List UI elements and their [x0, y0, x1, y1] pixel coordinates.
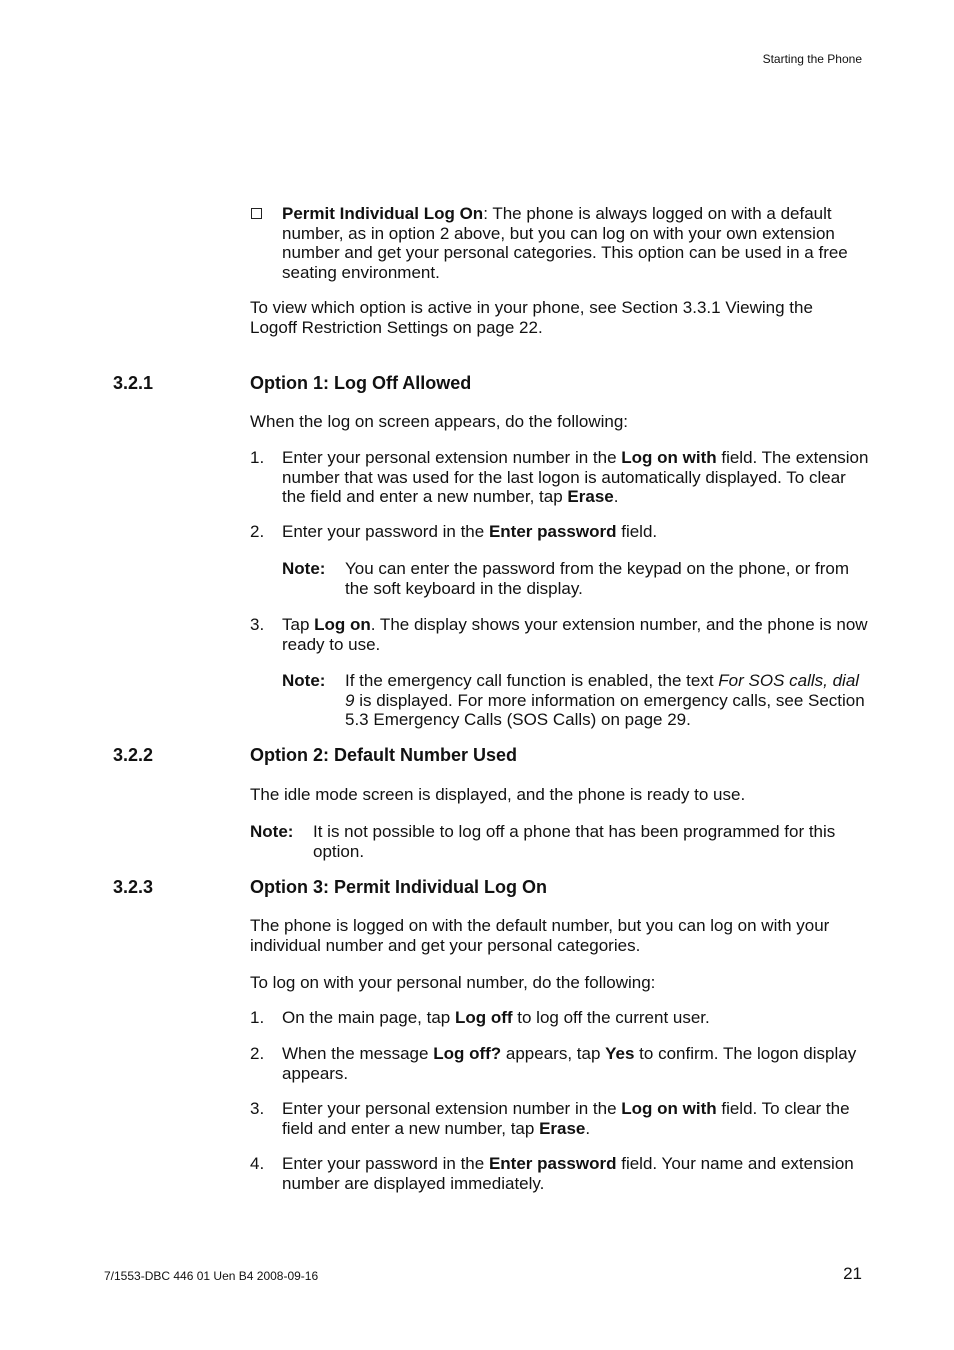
section-number-3-2-2: 3.2.2 [113, 745, 154, 765]
footer-document-id: 7/1553-DBC 446 01 Uen B4 2008-09-16 [104, 1269, 319, 1283]
view-option-paragraph: To view which option is active in your phone, see Section 3.3.1 Viewing the Logoff Restriction Settings on page 22. [250, 298, 813, 337]
section-title-3-2-3: Option 3: Permit Individual Log On [250, 877, 547, 897]
section-title-3-2-1: Option 1: Log Off Allowed [250, 373, 472, 393]
bullet-label: Permit Individual Log On [282, 204, 484, 223]
section-3-2-3-paragraph-1: The phone is logged on with the default number, but you can log on with your individual number and get your personal categories. [250, 916, 830, 955]
note-emergency: Note: If the emergency call function is enabled, the text For SOS calls, dial 9 is displayed. For more information on emergency calls, see Section 5.3 Emergency Calls (SOS Calls) on page 29. [282, 671, 865, 729]
section-3-2-1-lead: When the log on screen appears, do the following: [250, 412, 629, 431]
list-item: 2. Enter your password in the Enter password field. [250, 522, 658, 541]
list-item: 3. Enter your personal extension number in the Log on with field. To clear the field and enter a new number, tap Erase. [250, 1099, 850, 1138]
note-password: Note: You can enter the password from the keypad on the phone, or from the soft keyboard in the display. [282, 559, 850, 598]
page-number: 21 [843, 1264, 862, 1283]
list-item: 1. On the main page, tap Log off to log off the current user. [250, 1008, 710, 1027]
list-item: 1. Enter your personal extension number in the Log on with field. The extension number that was used for the last logon is automatically displayed. To clear the field and enter a new number, tap Erase. [250, 448, 869, 506]
section-number-3-2-1: 3.2.1 [113, 373, 154, 393]
list-item: 4. Enter your password in the Enter password field. Your name and extension number are displayed immediately. [250, 1154, 854, 1193]
intro-bullet-text: Permit Individual Log On: The phone is always logged on with a default number, as in option 2 above, but you can log on with your own extension number and get your personal categories. This option can be used in a free seating environment. [282, 204, 848, 282]
section-3-2-3-paragraph-2: To log on with your personal number, do the following: [250, 973, 656, 992]
note-log-off: Note: It is not possible to log off a phone that has been programmed for this option. [250, 822, 836, 861]
list-item: 3. Tap Log on. The display shows your extension number, and the phone is now ready to use. [250, 615, 868, 654]
running-header: Starting the Phone [762, 52, 862, 66]
list-item: 2. When the message Log off? appears, tap Yes to confirm. The logon display appears. [250, 1044, 857, 1083]
intro-bullet-item [250, 204, 870, 282]
section-3-2-2-paragraph: The idle mode screen is displayed, and the phone is ready to use. [250, 785, 746, 804]
section-title-3-2-2: Option 2: Default Number Used [250, 745, 518, 765]
section-number-3-2-3: 3.2.3 [113, 877, 154, 897]
